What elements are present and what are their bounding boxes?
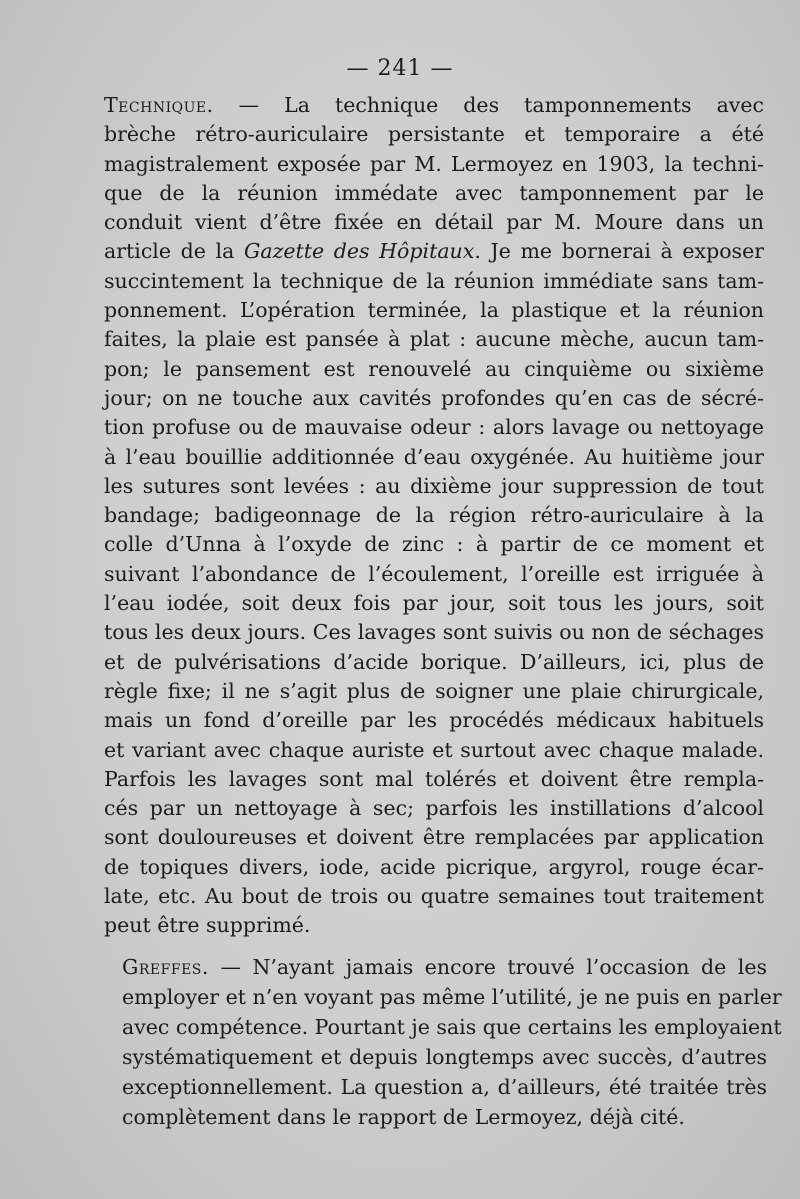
- section-heading-technique: Technique.: [104, 93, 214, 117]
- text-line: mais un fond d’oreille par les procédés médicaux habituels: [104, 708, 764, 733]
- text-line: brèche rétro-auriculaire persistante et temporaire a été: [104, 122, 764, 147]
- text-line: et de pulvérisations d’acide borique. D’ailleurs, ici, plus de: [104, 649, 764, 674]
- text-line: l’eau iodée, soit deux fois par jour, soit tous les jours, soit: [104, 591, 764, 616]
- text-line: tous les deux jours. Ces lavages sont suivis ou non de séchages: [104, 620, 764, 645]
- text-line: Greffes. — N’ayant jamais encore trouvé l’occasion de les: [122, 955, 767, 979]
- text-line: pon; le pansement est renouvelé au cinquième ou sixième: [104, 356, 764, 381]
- text-line: jour; on ne touche aux cavités profondes qu’en cas de sécré-: [104, 385, 764, 410]
- text-line: que de la réunion immédate avec tamponnement par le: [104, 180, 764, 205]
- text-line: les sutures sont levées : au dixième jour suppression de tout: [104, 473, 764, 498]
- text-line: Technique. — La technique des tamponnements avec: [104, 93, 764, 117]
- text-line: avec compétence. Pourtant je sais que certains les employaient: [122, 1015, 782, 1039]
- text-line: colle d’Unna à l’oxyde de zinc : à partir de ce moment et: [104, 532, 764, 557]
- text-line: à l’eau bouillie additionnée d’eau oxygénée. Au huitième jour: [104, 444, 764, 469]
- text-line: de topiques divers, iode, acide picrique, argyrol, rouge écar-: [104, 854, 764, 879]
- greffes-paragraph: [122, 952, 782, 1132]
- text-line: article de la Gazette des Hôpitaux. Je me bornerai à exposer: [104, 239, 764, 264]
- text-line: faites, la plaie est pansée à plat : aucune mèche, aucun tam-: [104, 327, 764, 352]
- text-line: et variant avec chaque auriste et surtout avec chaque malade.: [104, 737, 764, 762]
- journal-title: Gazette des Hôpitaux: [243, 239, 475, 264]
- text-line: conduit vient d’être fixée en détail par M. Moure dans un: [104, 210, 764, 235]
- text-line: succintement la technique de la réunion immédiate sans tam-: [104, 268, 764, 293]
- section-heading-greffes: Greffes.: [122, 955, 209, 979]
- text-line: tion profuse ou de mauvaise odeur : alors lavage ou nettoyage: [104, 415, 764, 440]
- technique-paragraph: [104, 91, 764, 941]
- text-line: complètement dans le rapport de Lermoyez, déjà cité.: [122, 1105, 685, 1129]
- text-line: suivant l’abondance de l’écoulement, l’oreille est irriguée à: [104, 561, 764, 586]
- page-number: — 241 —: [346, 56, 454, 81]
- text-line: Parfois les lavages sont mal tolérés et doivent être rempla-: [104, 766, 764, 791]
- text-line: règle fixe; il ne s’agit plus de soigner une plaie chirurgicale,: [104, 678, 764, 703]
- text-line: sont douloureuses et doivent être remplacées par application: [104, 825, 764, 850]
- text-line: bandage; badigeonnage de la région rétro-auriculaire à la: [104, 503, 764, 528]
- text-line: exceptionnellement. La question a, d’ailleurs, été traitée très: [122, 1075, 767, 1099]
- text-line: employer et n’en voyant pas même l’utilité, je ne puis en parler: [122, 985, 782, 1009]
- text-line: systématiquement et depuis longtemps avec succès, d’autres: [122, 1045, 767, 1069]
- text-line: cés par un nettoyage à sec; parfois les instillations d’alcool: [104, 796, 764, 821]
- text-line: ponnement. L’opération terminée, la plastique et la réunion: [104, 298, 764, 323]
- text-line: magistralement exposée par M. Lermoyez en 1903, la techni-: [104, 151, 764, 176]
- text-line: peut être supprimé.: [104, 913, 311, 938]
- text-line: late, etc. Au bout de trois ou quatre semaines tout traitement: [104, 884, 764, 909]
